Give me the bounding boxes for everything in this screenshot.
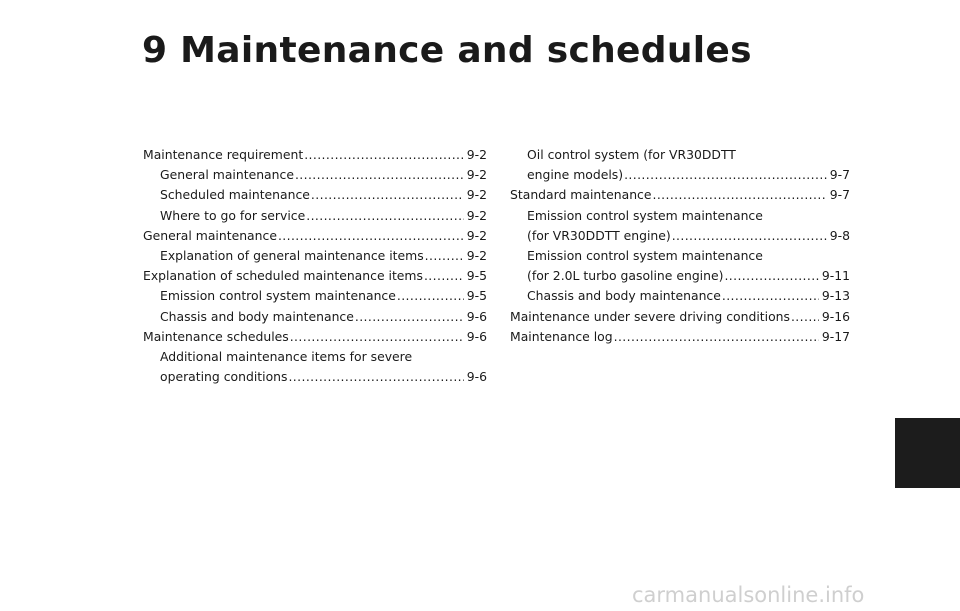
toc-subentry-line1[interactable]: Emission control system maintenance	[527, 248, 763, 264]
toc-entry[interactable]	[143, 266, 487, 286]
toc-subentry[interactable]	[143, 165, 487, 185]
toc-entry-page: 9-6	[466, 328, 487, 344]
toc-entry-label: Chassis and body maintenance	[527, 288, 721, 304]
toc-subentry[interactable]	[510, 226, 850, 246]
toc-leader-dots	[425, 246, 464, 266]
toc-entry[interactable]	[143, 327, 487, 347]
toc-entry-page: 9-2	[466, 248, 487, 264]
toc-entry-label: Explanation of general maintenance items	[160, 248, 424, 264]
toc-entry-label: Maintenance schedules	[143, 328, 289, 344]
toc-entry-label: Maintenance log	[510, 328, 613, 344]
toc-subentry[interactable]	[143, 367, 487, 387]
toc-entry-page: 9-2	[466, 167, 487, 183]
toc-leader-dots	[304, 145, 464, 165]
toc-entry-page: 9-5	[466, 268, 487, 284]
toc-entry-page: 9-2	[466, 147, 487, 162]
toc-entry-page: 9-5	[466, 288, 487, 304]
toc-entry-label: General maintenance	[160, 167, 294, 183]
toc-leader-dots	[424, 266, 464, 286]
toc-leader-dots	[614, 327, 819, 347]
toc-leader-dots	[397, 286, 464, 306]
toc-subentry[interactable]	[510, 266, 850, 286]
toc-entry[interactable]	[510, 327, 850, 347]
toc-left-column	[143, 145, 487, 387]
toc-right-column	[510, 145, 850, 347]
watermark: carmanualsonline.info	[632, 583, 865, 607]
toc-entry-page: 9-6	[466, 308, 487, 324]
toc-subentry-line1[interactable]: Emission control system maintenance	[527, 207, 763, 223]
toc-entry-page: 9-7	[829, 187, 850, 203]
toc-leader-dots	[652, 185, 826, 205]
toc-entry-label: Scheduled maintenance	[160, 187, 310, 203]
toc-entry-page: 9-16	[821, 308, 850, 324]
toc-leader-dots	[278, 226, 464, 246]
chapter-tab-marker	[895, 418, 960, 488]
toc-leader-dots	[311, 185, 464, 205]
toc-entry-page: 9-2	[466, 187, 487, 203]
toc-entry[interactable]	[510, 307, 850, 327]
toc-entry[interactable]	[143, 145, 487, 165]
toc-leader-dots	[791, 307, 819, 327]
toc-entry-label: General maintenance	[143, 227, 277, 243]
toc-subentry-line1[interactable]: Additional maintenance items for severe	[160, 349, 413, 365]
toc-leader-dots	[295, 165, 464, 185]
toc-entry-label: operating conditions	[160, 369, 288, 385]
toc-entry[interactable]	[510, 185, 850, 205]
toc-entry-page: 9-13	[821, 288, 850, 304]
toc-subentry[interactable]	[143, 246, 487, 266]
toc-leader-dots	[624, 165, 827, 185]
toc-entry-page: 9-2	[466, 227, 487, 243]
toc-subentry[interactable]	[143, 206, 487, 226]
toc-subentry-line1[interactable]: Oil control system (for VR30DDTT	[527, 147, 736, 162]
toc-leader-dots	[722, 286, 819, 306]
toc-leader-dots	[724, 266, 818, 286]
toc-subentry[interactable]	[143, 185, 487, 205]
toc-entry-page: 9-17	[821, 328, 850, 344]
page-title: 9 Maintenance and schedules	[142, 30, 752, 71]
toc-entry-label: Standard maintenance	[510, 187, 652, 203]
toc-leader-dots	[290, 327, 464, 347]
toc-leader-dots	[672, 226, 827, 246]
toc-entry-label: Emission control system maintenance	[160, 288, 396, 304]
toc-subentry[interactable]	[510, 286, 850, 306]
toc-leader-dots	[306, 206, 464, 226]
toc-entry[interactable]	[143, 226, 487, 246]
toc-entry-page: 9-8	[829, 227, 850, 243]
toc-entry-label: (for 2.0L turbo gasoline engine)	[527, 268, 724, 284]
toc-entry-label: engine models)	[527, 167, 624, 183]
toc-entry-label: Maintenance under severe driving conditions	[510, 308, 790, 324]
toc-leader-dots	[288, 367, 463, 387]
toc-leader-dots	[355, 307, 464, 327]
toc-entry-label: (for VR30DDTT engine)	[527, 227, 671, 243]
toc-subentry[interactable]	[143, 307, 487, 327]
toc-subentry[interactable]	[143, 286, 487, 306]
toc-entry-label: Explanation of scheduled maintenance items	[143, 268, 423, 284]
toc-entry-page: 9-6	[466, 369, 487, 385]
toc-entry-page: 9-7	[829, 167, 850, 183]
toc-subentry[interactable]	[510, 165, 850, 185]
toc-entry-label: Maintenance requirement	[143, 147, 304, 162]
toc-entry-label: Chassis and body maintenance	[160, 308, 354, 324]
toc-entry-label: Where to go for service	[160, 207, 306, 223]
toc-entry-page: 9-2	[466, 207, 487, 223]
toc-entry-page: 9-11	[821, 268, 850, 284]
